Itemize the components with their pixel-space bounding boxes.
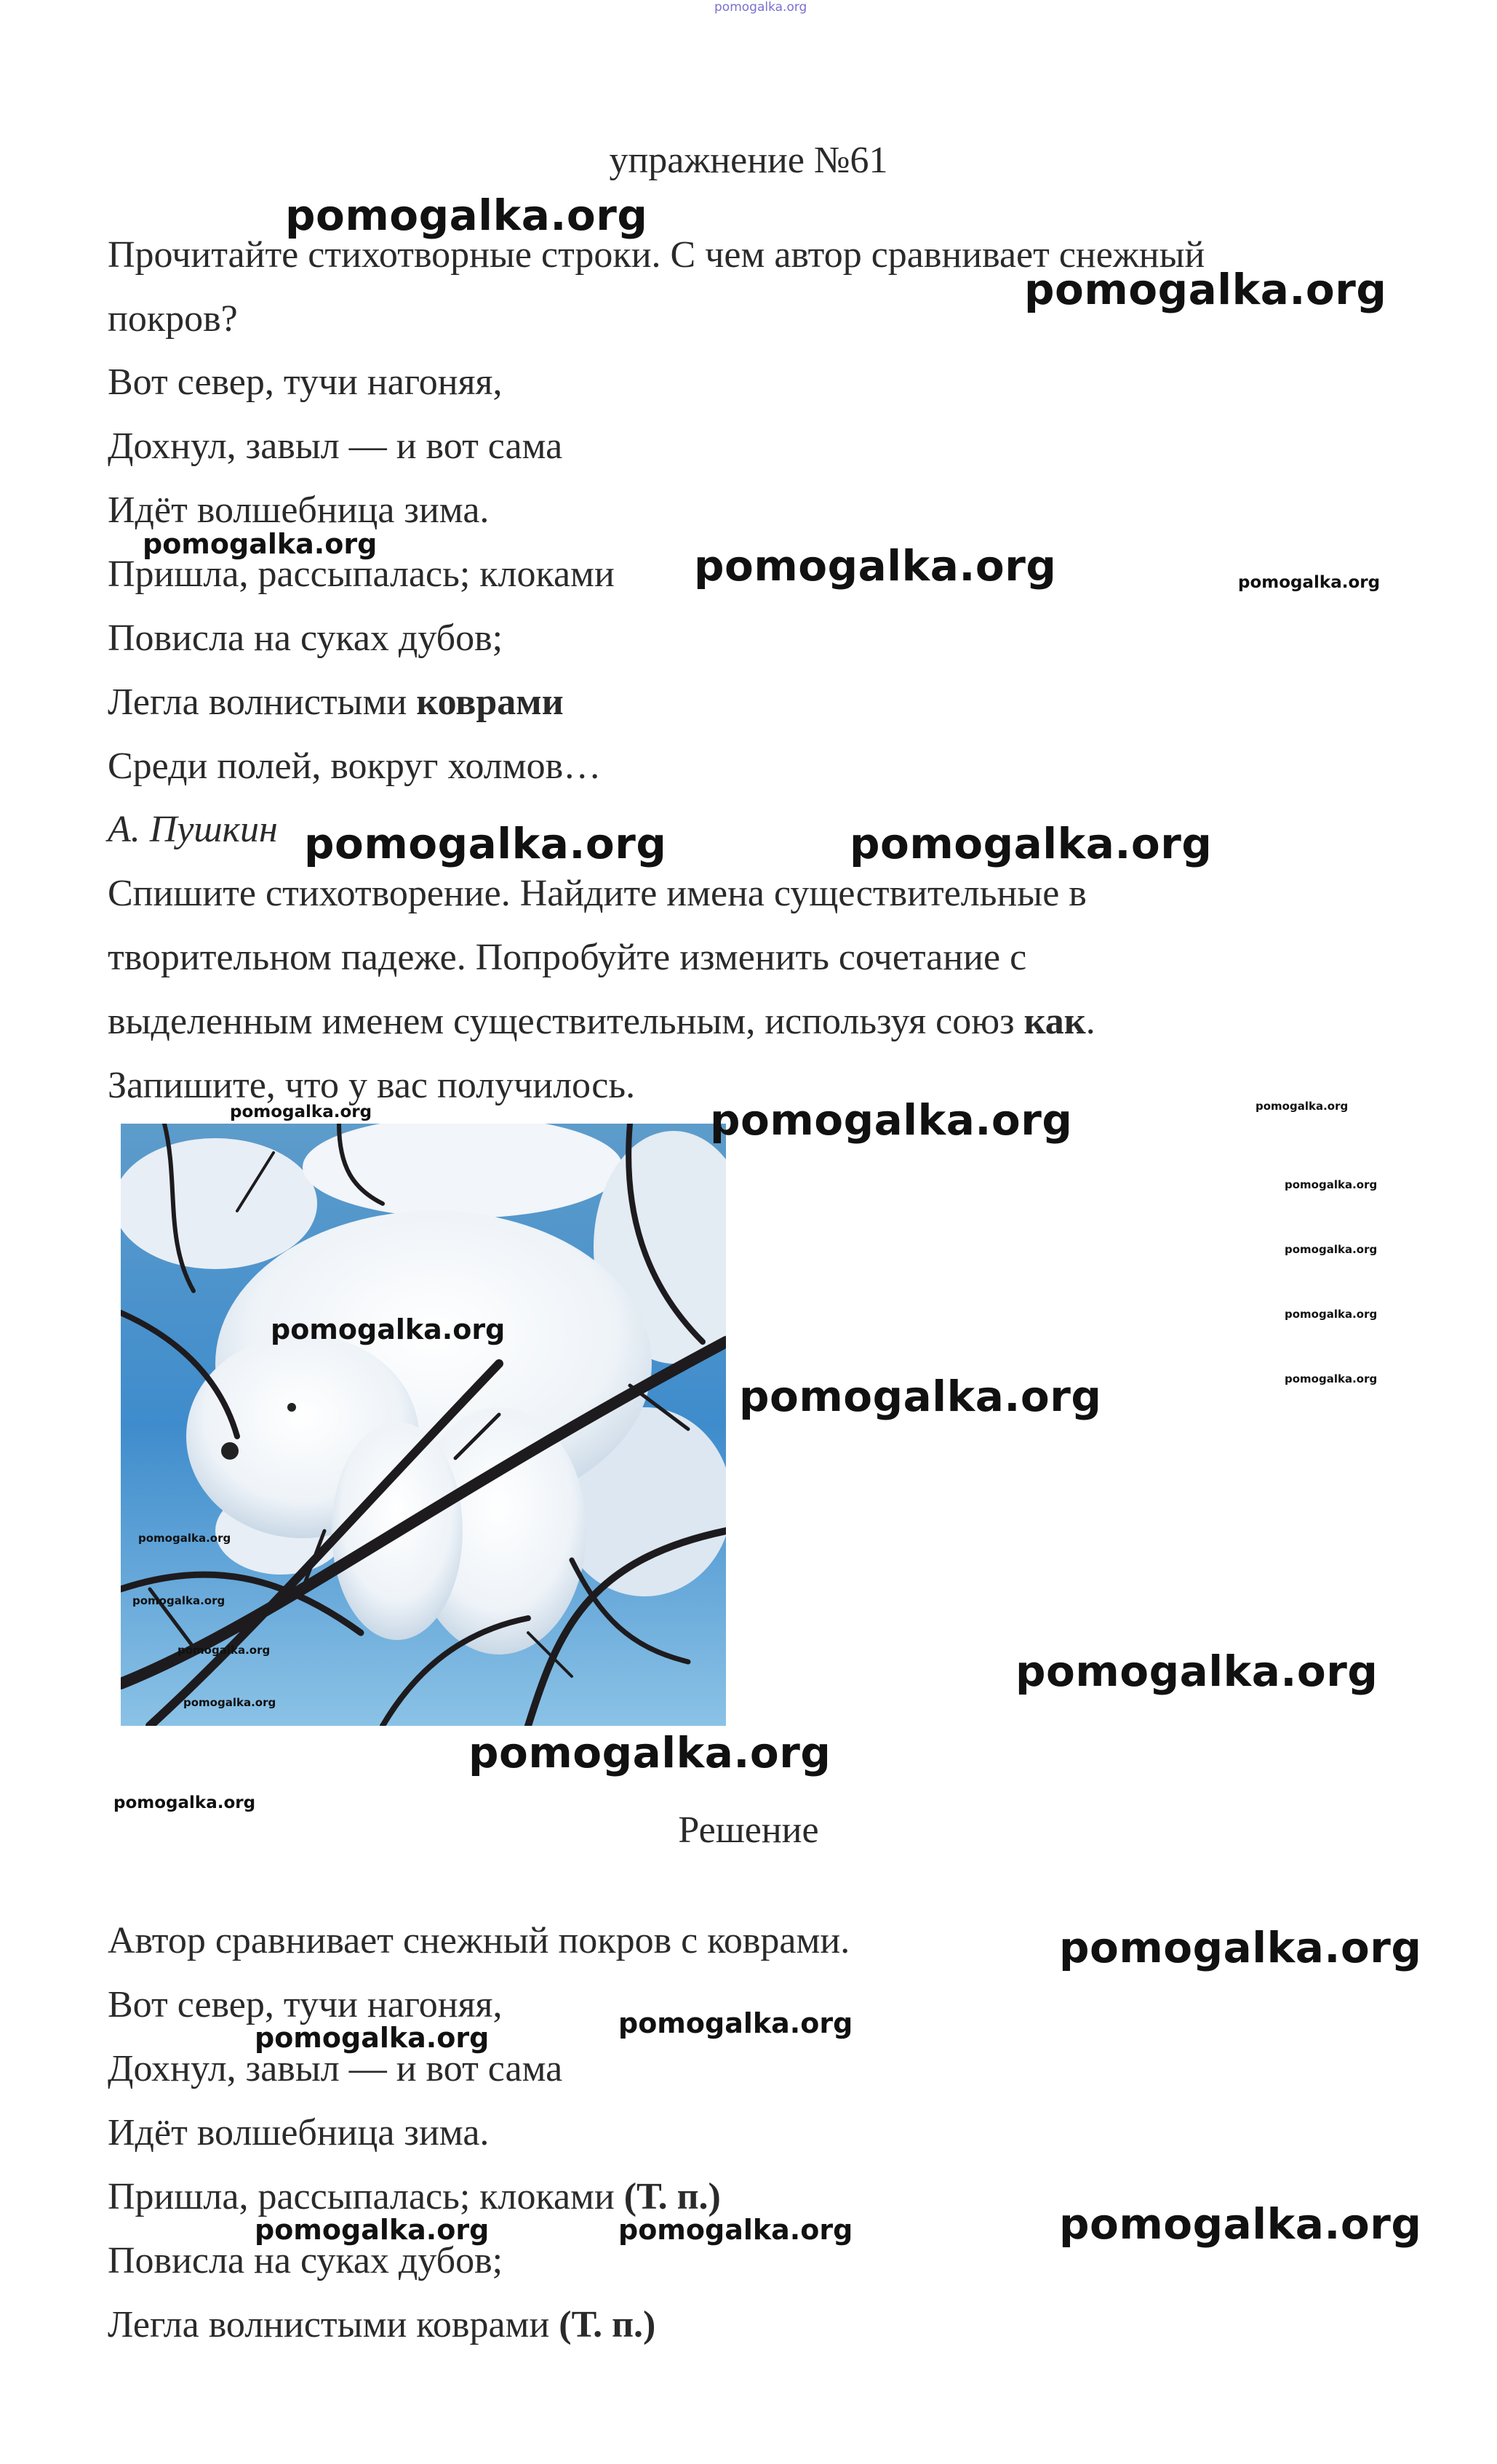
conjunction-word: как [1023,1001,1086,1042]
watermark: pomogalka.org [1285,1178,1378,1191]
watermark: pomogalka.org [1285,1308,1378,1321]
solution-poem-line-4 [108,2175,721,2220]
watermark: pomogalka.org [1285,1243,1378,1256]
watermark: pomogalka.org [468,1728,831,1777]
watermark: pomogalka.org [739,1372,1102,1421]
watermark: pomogalka.org [1285,1372,1378,1385]
solution-poem-line-1: Вот север, тучи нагоняя, [108,1984,503,2025]
instruction-line-4: Запишите, что у вас получилось. [108,1065,636,1106]
watermark: pomogalka.org [1015,1647,1378,1696]
snow-bear-photo [121,1124,726,1726]
watermark: pomogalka.org [177,1644,271,1657]
watermark: pomogalka.org [1024,265,1387,314]
case-mark: (Т. п.) [623,2176,721,2217]
watermark: pomogalka.org [694,541,1057,591]
poem-line-6 [108,680,564,725]
poem-line-5: Повисла на суках дубов; [108,617,503,659]
instruction-line-2: творительном падеже. Попробуйте изменить сочетание с [108,937,1027,978]
watermark: pomogalka.org [132,1594,225,1607]
instruction-line-3-text: выделенным именем существительным, используя союз [108,1001,1024,1042]
solution-poem-line-5: Повисла на суках дубов; [108,2240,503,2281]
task-line-2: покров? [108,298,238,340]
poem-line-4: Пришла, рассыпалась; клоками [108,553,615,595]
exercise-title: упражнение №61 [609,140,888,181]
watermark: pomogalka.org [1059,1923,1422,1972]
watermark: pomogalka.org [138,1532,231,1545]
watermark: pomogalka.org [143,528,378,560]
header-watermark: pomogalka.org [714,0,807,15]
watermark: pomogalka.org [255,2022,490,2054]
poem-line-3: Идёт волшебница зима. [108,489,490,531]
instruction-line-3-end: . [1085,1001,1095,1042]
watermark: pomogalka.org [230,1103,372,1121]
solution-poem-line-6-text: Легла волнистыми коврами [108,2304,559,2345]
solution-poem-line-2: Дохнул, завыл — и вот сама [108,2048,563,2089]
case-mark: (Т. п.) [559,2304,656,2345]
poem-line-1: Вот север, тучи нагоняя, [108,361,503,403]
watermark: pomogalka.org [304,819,667,868]
watermark: pomogalka.org [183,1696,276,1709]
watermark: pomogalka.org [1059,2199,1422,2249]
watermark: pomogalka.org [271,1313,506,1345]
watermark: pomogalka.org [1256,1100,1349,1113]
solution-poem-line-4-text: Пришла, рассыпалась; клоками [108,2176,624,2217]
watermark: pomogalka.org [618,2214,853,2246]
solution-poem-line-3: Идёт волшебница зима. [108,2112,490,2153]
solution-heading: Решение [678,1809,819,1851]
watermark: pomogalka.org [850,819,1213,868]
task-line-1: Прочитайте стихотворные строки. С чем автор сравнивает снежный [108,234,1205,276]
highlighted-word: коврами [416,681,564,723]
poem-line-7: Среди полей, вокруг холмов… [108,745,602,787]
watermark: pomogalka.org [710,1095,1073,1145]
poem-line-6-text: Легла волнистыми [108,681,417,723]
instruction-line-3 [108,999,1095,1044]
watermark: pomogalka.org [255,2214,490,2246]
watermark: pomogalka.org [618,2007,853,2039]
watermark: pomogalka.org [1238,573,1381,592]
instruction-line-1: Спишите стихотворение. Найдите имена существительные в [108,873,1087,914]
poem-author [108,807,278,852]
author-name: А. Пушкин [108,809,278,850]
solution-poem-line-6 [108,2303,655,2348]
poem-line-2: Дохнул, завыл — и вот сама [108,425,563,467]
watermark: pomogalka.org [113,1793,256,1812]
solution-answer: Автор сравнивает снежный покров с коврами. [108,1920,850,1961]
watermark: pomogalka.org [285,191,648,240]
